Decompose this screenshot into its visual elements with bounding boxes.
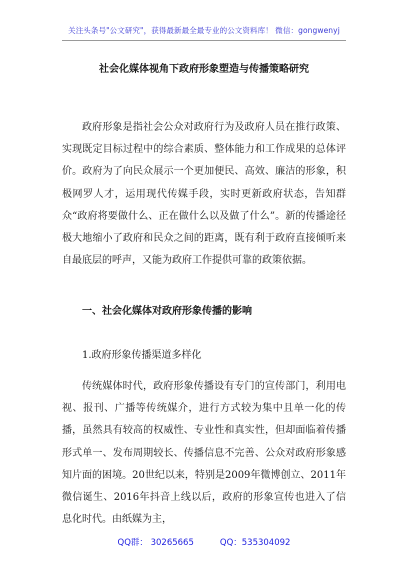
header-divider [62, 40, 346, 41]
footer-contact [0, 536, 408, 548]
footer-qq: QQ：535304092 [219, 538, 291, 548]
subsection-heading: 1.政府形象传播渠道多样化 [82, 350, 202, 361]
footer-qq-group: QQ群： 30265665 [117, 538, 194, 548]
document-title: 社会化媒体视角下政府形象塑造与传播策略研究 [99, 64, 309, 75]
header-banner: 关注头条号"公文研究"，获得最新最全最专业的公文资料库！ 微信：gongwenyj [68, 26, 340, 35]
body-paragraph: 传统媒体时代，政府形象传播设有专门的宣传部门，利用电视、报刊、广播等传统媒介，进行方式较为集中且单一化的传播，虽然具有较高的权威性、专业性和真实性，但却面临着传播形式单一、发布周期较长、传播信息不完善、公众对政府形象感知片面的困境。20世纪以来，特别是2009年微博创立、2011年微信诞生、2016年抖音上线以后，政府的形象宣传也进入了信息化时代。由纸媒为主， [62, 381, 346, 526]
body-paragraph: 政府形象是指社会公众对政府行为及政府人员在推行政策、实现既定目标过程中的综合素质、整体能力和工作成果的总体评价。政府为了向民众展示一个更加便民、高效、廉洁的形象，积极网罗人才，运用现代传媒手段，实时更新政府状态，告知群众“政府将要做什么、正在做什么以及做了什么”。新的传播途径极大地缩小了政府和民众之间的距离，既有利于政府直接倾听来自最底层的呼声，又能为政府工作提供可靠的政策依据。 [62, 122, 346, 267]
section-heading: 一、社会化媒体对政府形象传播的影响 [82, 306, 252, 317]
